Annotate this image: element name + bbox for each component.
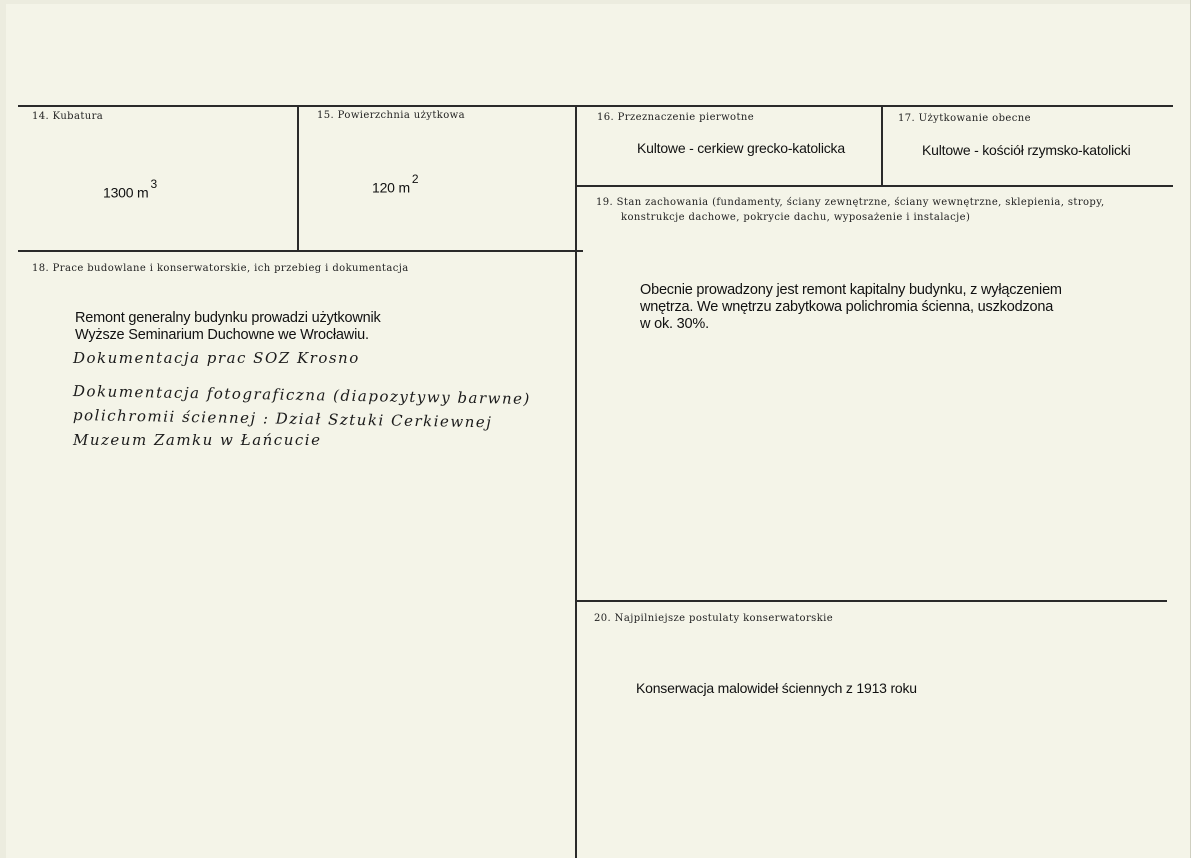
prace-handwritten-line2: Dokumentacja fotograficzna (diapozytywy barwne) — [72, 382, 532, 408]
postulaty-value: Konserwacja malowideł ściennych z 1913 roku — [636, 680, 917, 696]
prace-typed-line1: Remont generalny budynku prowadzi użytkownik — [75, 310, 381, 326]
postulaty-top-line — [577, 600, 1167, 602]
kubatura-unit-exponent: 3 — [150, 177, 157, 191]
stan-text-line1: Obecnie prowadzony jest remont kapitalny budynku, z wyłączeniem — [640, 282, 1062, 298]
prace-handwritten-line3: polichromii ściennej : Dział Sztuki Cerkiewnej — [72, 406, 493, 432]
prace-typed-line2: Wyższe Seminarium Duchowne we Wrocławiu. — [75, 327, 369, 343]
powierzchnia-unit-exponent: 2 — [411, 172, 419, 186]
top-border-line — [18, 105, 1173, 107]
powierzchnia-number: 120 m — [372, 179, 410, 196]
prace-label: 18. Prace budowlane i konserwatorskie, ich przebieg i dokumentacja — [32, 263, 409, 274]
kubatura-value — [103, 177, 157, 202]
postulaty-label: 20. Najpilniejsze postulaty konserwatorskie — [594, 613, 834, 624]
divider-14-15 — [297, 105, 299, 251]
stan-label-line1: 19. Stan zachowania (fundamenty, ściany zewnętrzne, ściany wewnętrzne, sklepienia, stropy, — [596, 197, 1105, 208]
przeznaczenie-label: 16. Przeznaczenie pierwotne — [597, 112, 755, 123]
divider-main — [575, 105, 577, 858]
row1-divider-right — [577, 185, 1173, 187]
stan-text-line3: w ok. 30%. — [640, 316, 709, 332]
kubatura-number: 1300 m — [103, 184, 149, 201]
divider-16-17 — [881, 105, 883, 186]
uzytkowanie-label: 17. Użytkowanie obecne — [898, 113, 1031, 124]
stan-label-line2: konstrukcje dachowe, pokrycie dachu, wyposażenie i instalacje) — [621, 212, 971, 223]
scan-page-edge — [1190, 0, 1199, 858]
uzytkowanie-value: Kultowe - kościół rzymsko-katolicki — [922, 142, 1131, 158]
powierzchnia-value — [372, 172, 419, 197]
row1-divider-left — [18, 250, 583, 252]
przeznaczenie-value: Kultowe - cerkiew grecko-katolicka — [637, 140, 845, 156]
form-page — [6, 4, 1193, 858]
kubatura-label: 14. Kubatura — [32, 111, 104, 122]
prace-handwritten-line1: Dokumentacja prac SOZ Krosno — [73, 349, 360, 367]
prace-handwritten-line4: Muzeum Zamku w Łańcucie — [73, 431, 322, 449]
stan-text-line2: wnętrza. We wnętrzu zabytkowa polichromia ścienna, uszkodzona — [640, 299, 1054, 315]
powierzchnia-label: 15. Powierzchnia użytkowa — [317, 110, 465, 121]
